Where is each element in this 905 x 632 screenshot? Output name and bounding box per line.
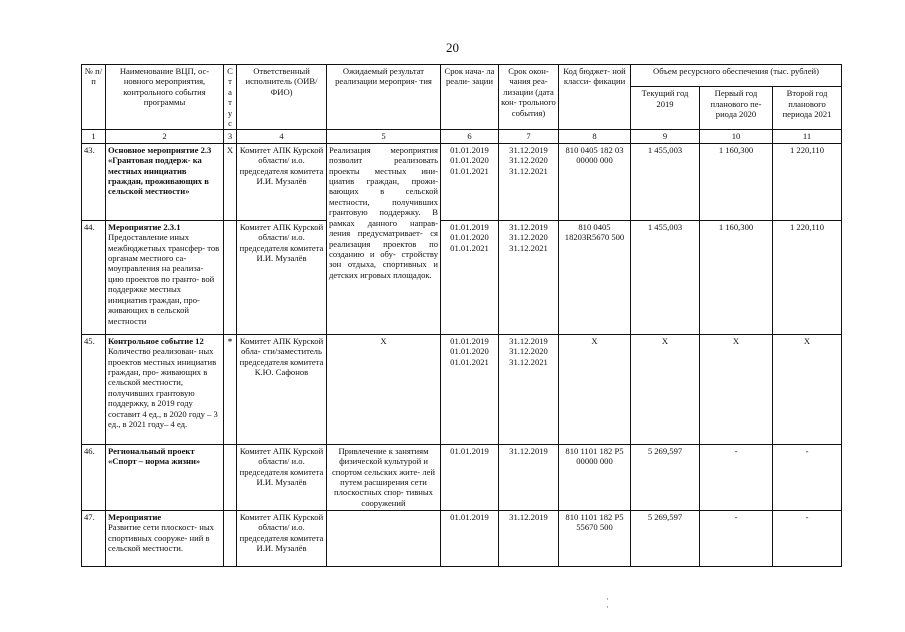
column-number: 9	[631, 130, 700, 143]
row-kbk: 810 1101 182 P5 00000 000	[559, 444, 631, 510]
column-number: 3	[224, 130, 237, 143]
row-status: X	[224, 143, 237, 220]
row-kbk: 810 0405 182 03 00000 000	[559, 143, 631, 220]
row-funding-2019: 5 269,597	[631, 510, 700, 566]
row-status	[224, 444, 237, 510]
header-kbk: Код бюджет- ной класси- фикации	[559, 65, 631, 130]
row-funding-2019: 1 455,003	[631, 220, 700, 334]
row-funding-2020: -	[700, 444, 773, 510]
column-number: 6	[441, 130, 499, 143]
row-name-bold: Мероприятие 2.3.1	[108, 221, 181, 232]
scan-mark: ·	[606, 602, 609, 612]
row-funding-2019: 5 269,597	[631, 444, 700, 510]
row-kbk: 810 1101 182 P5 55670 500	[559, 510, 631, 566]
table-row	[82, 444, 842, 510]
row-funding-2021: 1 220,110	[773, 143, 842, 220]
column-number: 5	[327, 130, 441, 143]
header-executor: Ответственный исполнитель (ОИВ/ФИО)	[237, 65, 327, 130]
header-name: Наименование ВЦП, ос- новного мероприятия, контрольного события программы	[106, 65, 224, 130]
row-executor: Комитет АПК Курской области/ и.о. председателя комитета И.И. Музалёв	[237, 444, 327, 510]
row-start: 01.01.2019	[441, 444, 499, 510]
column-number: 1	[82, 130, 106, 143]
column-number: 7	[499, 130, 559, 143]
row-funding-2021: 1 220,110	[773, 220, 842, 334]
header-end: Срок окон- чания реа- лизации (дата кон- трольного события)	[499, 65, 559, 130]
row-status	[224, 510, 237, 566]
column-number: 10	[700, 130, 773, 143]
row-result	[327, 510, 441, 566]
row-executor: Комитет АПК Курской обла- сти/заместитель председателя комитета К.Ю. Сафонов	[237, 334, 327, 444]
row-number: 45.	[82, 334, 106, 444]
row-status	[224, 220, 237, 334]
column-number: 4	[237, 130, 327, 143]
row-name-text: Развитие сети плоскост- ных спортивных сооруже- ний в сельской местности.	[108, 522, 214, 554]
row-funding-2021: X	[773, 334, 842, 444]
row-name-bold: Основное мероприятие 2.3 «Грантовая поддерж- ка местных инициатив граждан, проживающих в сельской местности»	[108, 144, 212, 197]
row-start: 01.01.2019 01.01.2020 01.01.2021	[441, 334, 499, 444]
scan-mark: ·	[606, 594, 609, 604]
row-funding-2019: 1 455,003	[631, 143, 700, 220]
row-name-bold: Контрольное событие 12	[108, 335, 204, 346]
column-number: 2	[106, 130, 224, 143]
row-number: 44.	[82, 220, 106, 334]
row-number: 43.	[82, 143, 106, 220]
row-start: 01.01.2019	[441, 510, 499, 566]
table-row	[82, 143, 842, 220]
row-funding-2019: X	[631, 334, 700, 444]
row-name	[106, 510, 224, 566]
row-name-text: Количество реализован- ных проектов местных инициатив граждан, про- живающих в сельской местности, получивших грантовую поддержку, в 2019 году составит 4 ед., в 2020 году – 3 ед., в 2021 году– 4 ед.	[108, 346, 218, 430]
header-funding: Объем ресурсного обеспечения (тыс. рублей)	[631, 65, 842, 87]
header-number: № п/ п	[82, 65, 106, 130]
row-result: X	[327, 334, 441, 444]
row-name	[106, 444, 224, 510]
table-row	[82, 334, 842, 444]
row-end: 31.12.2019 31.12.2020 31.12.2021	[499, 334, 559, 444]
column-number: 8	[559, 130, 631, 143]
column-number: 11	[773, 130, 842, 143]
row-funding-2020: X	[700, 334, 773, 444]
row-funding-2020: 1 160,300	[700, 220, 773, 334]
row-end: 31.12.2019	[499, 510, 559, 566]
row-result: Реализация мероприятия позволит реализовать проекты местных ини- циатив граждан, прожи- вающих в сельской местности, получивших грантовую поддержку. В рамках данного направ- ления предусматривает- ся реализация проектов по созданию и обу- стройству зон отдыха, спортивных и детских игровых площадок.	[327, 143, 441, 334]
program-table	[81, 64, 842, 567]
row-result: Привлечение к занятиям физической культурой и спортом сельских жите- лей путем расширения сети плоскостных спор- тивных сооружений	[327, 444, 441, 510]
row-end: 31.12.2019	[499, 444, 559, 510]
header-row	[82, 65, 842, 87]
row-funding-2020: 1 160,300	[700, 143, 773, 220]
row-name-text: Предоставление иных межбюджетных трансфер- тов органам местного са- моуправления на реализа- цию проектов по гранто- вой поддержке местных инициатив граждан, про- живающих в сельской местности	[108, 232, 220, 326]
row-name	[106, 143, 224, 220]
header-start: Срок нача- ла реали- зации	[441, 65, 499, 130]
row-start: 01.01.2019 01.01.2020 01.01.2021	[441, 220, 499, 334]
row-name	[106, 334, 224, 444]
header-year-second: Второй год планового периода 2021	[773, 87, 842, 130]
row-status: *	[224, 334, 237, 444]
row-name	[106, 220, 224, 334]
row-start: 01.01.2019 01.01.2020 01.01.2021	[441, 143, 499, 220]
table-row	[82, 510, 842, 566]
row-name-bold: Мероприятие	[108, 511, 162, 522]
row-name-bold: Региональный проект «Спорт – норма жизни»	[108, 445, 201, 467]
row-executor: Комитет АПК Курской области/ и.о. председателя комитета И.И. Музалёв	[237, 510, 327, 566]
row-executor: Комитет АПК Курской области/ и.о. председателя комитета И.И. Музалёв	[237, 143, 327, 220]
header-status: С т а т у с	[224, 65, 237, 130]
header-year-first: Первый год планового пе- риода 2020	[700, 87, 773, 130]
row-funding-2021: -	[773, 510, 842, 566]
row-funding-2020: -	[700, 510, 773, 566]
row-kbk: 810 0405 18203R5670 500	[559, 220, 631, 334]
table-row	[82, 220, 842, 334]
column-numbers-row	[82, 130, 842, 143]
row-end: 31.12.2019 31.12.2020 31.12.2021	[499, 143, 559, 220]
header-result: Ожидаемый результат реализации мероприя- тия	[327, 65, 441, 130]
row-kbk: X	[559, 334, 631, 444]
row-end: 31.12.2019 31.12.2020 31.12.2021	[499, 220, 559, 334]
page-number: 20	[446, 40, 459, 55]
row-executor: Комитет АПК Курской области/ и.о. председателя комитета И.И. Музалёв	[237, 220, 327, 334]
header-year-current: Текущий год 2019	[631, 87, 700, 130]
row-number: 46.	[82, 444, 106, 510]
row-funding-2021: -	[773, 444, 842, 510]
row-number: 47.	[82, 510, 106, 566]
